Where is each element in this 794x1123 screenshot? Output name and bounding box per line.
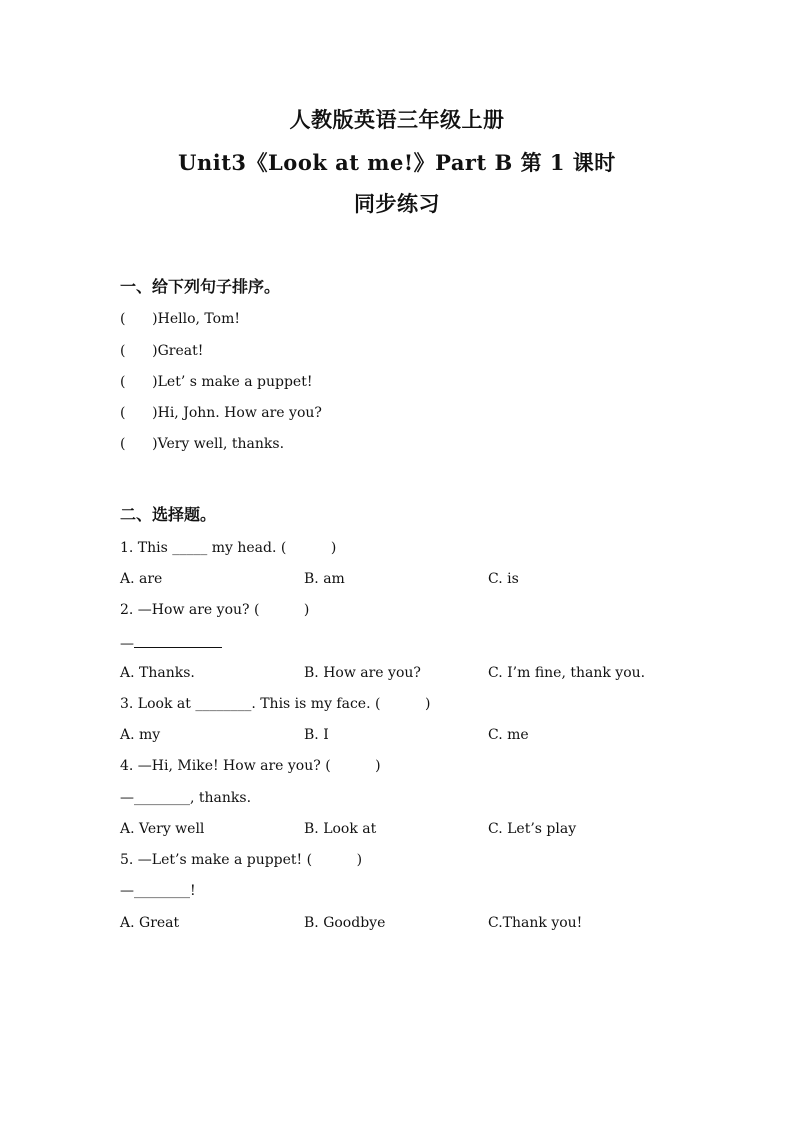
- question-2-option-c: C. I’m fine, thank you.: [488, 665, 646, 681]
- question-3-options: [120, 727, 720, 747]
- ordering-item-1: ( )Hello, Tom!: [120, 311, 240, 327]
- question-3-option-a: A. my: [120, 727, 161, 743]
- ordering-item-4: ( )Hi, John. How are you?: [120, 405, 322, 421]
- question-2-option-b: B. How are you?: [304, 665, 421, 681]
- question-1-stem: 1. This _____ my head. ( ): [120, 540, 337, 556]
- question-3-option-b: B. I: [304, 727, 329, 743]
- question-1-option-b: B. am: [304, 571, 345, 587]
- question-4-options: [120, 821, 720, 841]
- question-2-options: [120, 665, 720, 685]
- question-1-option-c: C. is: [488, 571, 519, 587]
- question-3-option-c: C. me: [488, 727, 529, 743]
- question-2-reply: [120, 633, 222, 652]
- question-5-stem: 5. —Let’s make a puppet! ( ): [120, 852, 363, 868]
- question-4-option-c: C. Let’s play: [488, 821, 577, 837]
- question-2-option-a: A. Thanks.: [120, 665, 195, 681]
- question-4-stem: 4. —Hi, Mike! How are you? ( ): [120, 758, 381, 774]
- question-5-option-c: C.Thank you!: [488, 915, 583, 931]
- question-5-option-b: B. Goodbye: [304, 915, 386, 931]
- ordering-item-5: ( )Very well, thanks.: [120, 436, 285, 452]
- ordering-item-2: ( )Great!: [120, 343, 204, 359]
- question-5-options: [120, 915, 720, 935]
- question-2-reply-dash: —: [120, 636, 134, 652]
- title-textbook: 人教版英语三年级上册: [289, 107, 505, 132]
- question-5-reply: —________!: [120, 883, 196, 899]
- question-1-option-a: A. are: [120, 571, 163, 587]
- ordering-item-3: ( )Let’ s make a puppet!: [120, 374, 313, 390]
- section2-heading: 二、选择题。: [120, 505, 217, 524]
- question-5-option-a: A. Great: [120, 915, 180, 931]
- question-4-reply: —________, thanks.: [120, 790, 252, 806]
- question-3-stem: 3. Look at ________. This is my face. ( ): [120, 696, 431, 712]
- question-4-option-a: A. Very well: [120, 821, 205, 837]
- question-2-answer-blank: [134, 633, 222, 648]
- section1-heading: 一、给下列句子排序。: [120, 277, 281, 296]
- question-1-options: [120, 571, 720, 591]
- title-unit: Unit3《Look at me!》Part B 第 1 课时: [178, 150, 616, 175]
- title-practice: 同步练习: [354, 191, 440, 216]
- question-2-stem: 2. —How are you? ( ): [120, 602, 310, 618]
- question-4-option-b: B. Look at: [304, 821, 377, 837]
